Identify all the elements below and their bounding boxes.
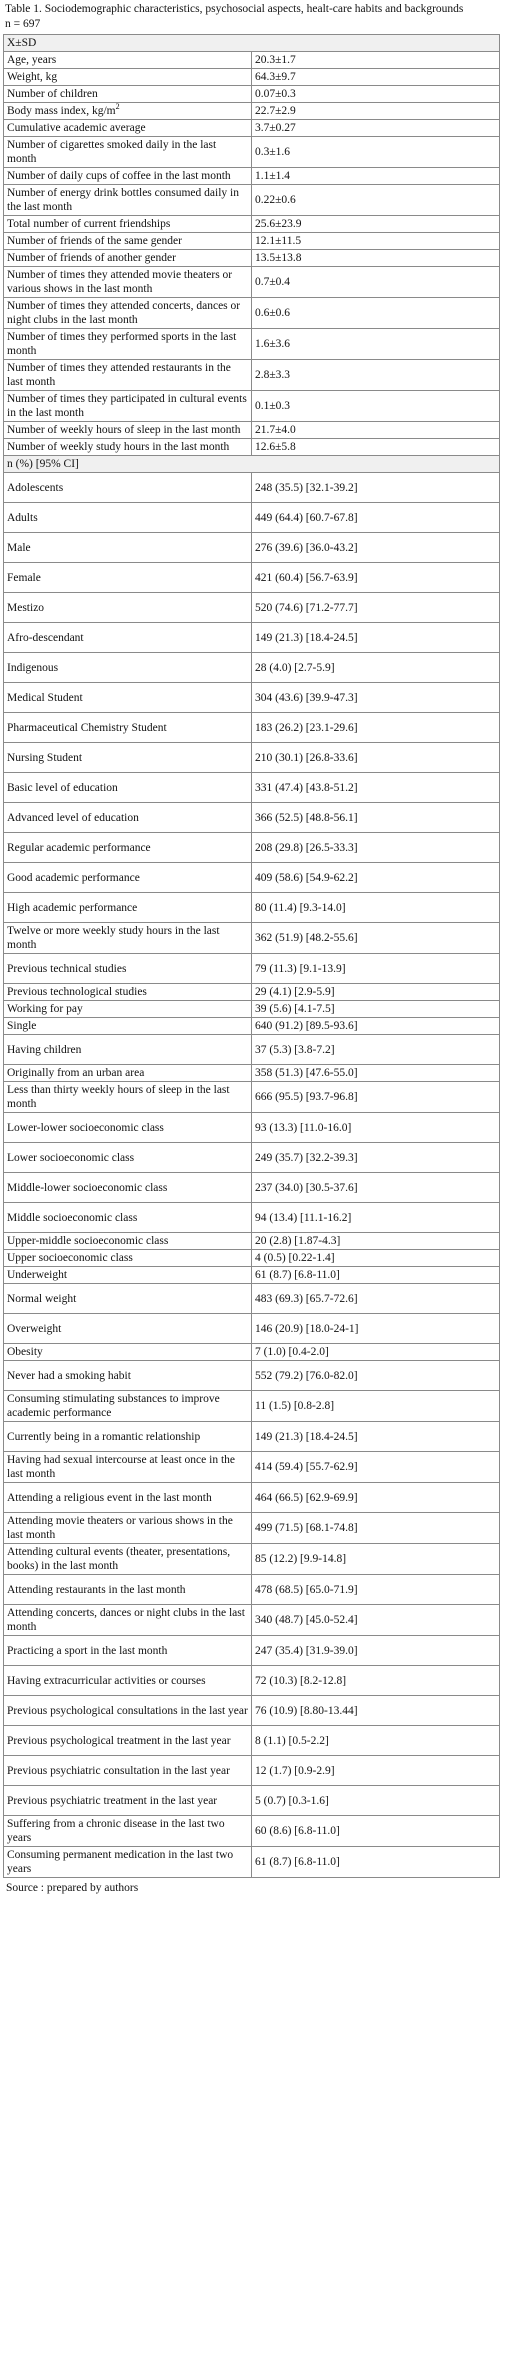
row-label (4, 593, 252, 623)
row-value: 93 (13.3) [11.0-16.0] (252, 1113, 500, 1143)
row-value: 0.3±1.6 (252, 137, 500, 168)
table-row (4, 1018, 500, 1035)
table-row (4, 1452, 500, 1483)
row-value: 39 (5.6) [4.1-7.5] (252, 1001, 500, 1018)
table-row (4, 103, 500, 120)
table-row (4, 563, 500, 593)
row-label (4, 1391, 252, 1422)
row-label-text: Attending cultural events (theater, presentations, books) in the last month (7, 1546, 231, 1572)
row-label-text: Attending a religious event in the last month (7, 1491, 212, 1504)
row-label-text: Cumulative academic average (7, 122, 146, 134)
row-label (4, 360, 252, 391)
row-value: 80 (11.4) [9.3-14.0] (252, 893, 500, 923)
row-label-text: Attending movie theaters or various shows in the last month (7, 1515, 233, 1541)
table-row (4, 1233, 500, 1250)
row-label-text: Adolescents (7, 481, 64, 494)
row-value: 72 (10.3) [8.2-12.8] (252, 1666, 500, 1696)
row-label-text: Middle socioeconomic class (7, 1211, 138, 1224)
row-value: 248 (35.5) [32.1-39.2] (252, 473, 500, 503)
row-label (4, 120, 252, 137)
table-row (4, 1696, 500, 1726)
row-value: 552 (79.2) [76.0-82.0] (252, 1361, 500, 1391)
table-row (4, 803, 500, 833)
table-title: Table 1. Sociodemographic characteristics, psychosocial aspects, healt-care habits and backgrounds (5, 3, 464, 15)
row-label-text: Attending restaurants in the last month (7, 1583, 186, 1596)
row-value: 21.7±4.0 (252, 422, 500, 439)
row-label (4, 923, 252, 954)
table-row (4, 1113, 500, 1143)
table-row (4, 267, 500, 298)
row-label (4, 1173, 252, 1203)
mean-section (4, 35, 500, 456)
table-row (4, 833, 500, 863)
table-row (4, 473, 500, 503)
table-row (4, 1035, 500, 1065)
row-label-text: Practicing a sport in the last month (7, 1644, 168, 1657)
row-label-text: Indigenous (7, 661, 59, 674)
table-row (4, 1001, 500, 1018)
row-label (4, 954, 252, 984)
row-label-text: Upper socioeconomic class (7, 1252, 133, 1264)
row-value: 20 (2.8) [1.87-4.3] (252, 1233, 500, 1250)
row-label-text: Single (7, 1020, 37, 1032)
row-label-text: Number of times they attended movie theaters or various shows in the last month (7, 269, 233, 295)
table-row (4, 1513, 500, 1544)
row-label (4, 984, 252, 1001)
table-row (4, 743, 500, 773)
table-row (4, 329, 500, 360)
table-row (4, 216, 500, 233)
row-label-text: Obesity (7, 1346, 43, 1358)
table-row (4, 1361, 500, 1391)
table-row (4, 1267, 500, 1284)
row-label (4, 216, 252, 233)
row-value: 29 (4.1) [2.9-5.9] (252, 984, 500, 1001)
row-label (4, 773, 252, 803)
row-value: 4 (0.5) [0.22-1.4] (252, 1250, 500, 1267)
row-label (4, 1143, 252, 1173)
row-label-text: Total number of current friendships (7, 218, 171, 230)
row-label (4, 233, 252, 250)
row-label-text: Suffering from a chronic disease in the last two years (7, 1818, 225, 1844)
row-label-text: Consuming permanent medication in the last two years (7, 1849, 234, 1875)
table-row (4, 984, 500, 1001)
row-value: 331 (47.4) [43.8-51.2] (252, 773, 500, 803)
row-label (4, 267, 252, 298)
row-value: 60 (8.6) [6.8-11.0] (252, 1816, 500, 1847)
row-label (4, 439, 252, 456)
row-label-text: Having children (7, 1043, 82, 1056)
row-label-text: Working for pay (7, 1003, 83, 1015)
characteristics-table (3, 34, 500, 1878)
row-label (4, 185, 252, 216)
table-row (4, 893, 500, 923)
row-label (4, 803, 252, 833)
section-header-percent: n (%) [95% CI] (4, 456, 500, 473)
row-label-text: Female (7, 571, 41, 584)
table-row (4, 168, 500, 185)
table-source: Source : prepared by authors (6, 1882, 139, 1894)
row-value: 85 (12.2) [9.9-14.8] (252, 1544, 500, 1575)
row-value: 146 (20.9) [18.0-24-1] (252, 1314, 500, 1344)
row-label (4, 1035, 252, 1065)
row-value: 25.6±23.9 (252, 216, 500, 233)
row-label (4, 533, 252, 563)
table-row (4, 298, 500, 329)
table-row (4, 439, 500, 456)
row-label (4, 1605, 252, 1636)
row-label (4, 1786, 252, 1816)
table-row (4, 923, 500, 954)
row-label-text: Weight, kg (7, 71, 58, 83)
row-value: 13.5±13.8 (252, 250, 500, 267)
row-value: 237 (34.0) [30.5-37.6] (252, 1173, 500, 1203)
row-value: 421 (60.4) [56.7-63.9] (252, 563, 500, 593)
row-label (4, 1082, 252, 1113)
row-label-text: Number of times they performed sports in the last month (7, 331, 237, 357)
table-caption (5, 2, 502, 32)
row-label (4, 1756, 252, 1786)
table-row (4, 1636, 500, 1666)
table-row (4, 86, 500, 103)
row-label-text: Age, years (7, 54, 57, 66)
row-label-text: Number of daily cups of coffee in the last month (7, 170, 231, 182)
row-label (4, 1847, 252, 1878)
row-label (4, 713, 252, 743)
row-label-text: Adults (7, 511, 38, 524)
row-value: 8 (1.1) [0.5-2.2] (252, 1726, 500, 1756)
row-label-text: Number of times they attended concerts, dances or night clubs in the last month (7, 300, 241, 326)
row-label-text: Upper-middle socioeconomic class (7, 1235, 169, 1247)
table-row (4, 1422, 500, 1452)
section-header-row (4, 35, 500, 52)
row-label-text: Number of weekly hours of sleep in the last month (7, 424, 241, 436)
table-row (4, 185, 500, 216)
sample-size: n = 697 (5, 18, 41, 30)
row-label-text: Advanced level of education (7, 811, 139, 824)
row-value: 0.1±0.3 (252, 391, 500, 422)
row-label (4, 683, 252, 713)
row-value: 362 (51.9) [48.2-55.6] (252, 923, 500, 954)
row-value: 7 (1.0) [0.4-2.0] (252, 1344, 500, 1361)
row-label-text: Previous psychological consultations in the last year (7, 1704, 248, 1717)
row-label-text: Pharmaceutical Chemistry Student (7, 721, 167, 734)
row-value: 304 (43.6) [39.9-47.3] (252, 683, 500, 713)
row-value: 37 (5.3) [3.8-7.2] (252, 1035, 500, 1065)
row-label (4, 623, 252, 653)
row-label (4, 1513, 252, 1544)
row-label (4, 1018, 252, 1035)
row-value: 149 (21.3) [18.4-24.5] (252, 623, 500, 653)
table-row (4, 391, 500, 422)
row-label-text: Number of cigarettes smoked daily in the last month (7, 139, 217, 165)
row-value: 94 (13.4) [11.1-16.2] (252, 1203, 500, 1233)
row-label (4, 52, 252, 69)
table-row (4, 1816, 500, 1847)
row-value: 208 (29.8) [26.5-33.3] (252, 833, 500, 863)
table-row (4, 233, 500, 250)
row-label (4, 473, 252, 503)
row-value: 414 (59.4) [55.7-62.9] (252, 1452, 500, 1483)
row-value: 11 (1.5) [0.8-2.8] (252, 1391, 500, 1422)
row-label (4, 1483, 252, 1513)
row-label (4, 1816, 252, 1847)
row-label-text: Body mass index, kg/m (7, 105, 116, 117)
row-value: 20.3±1.7 (252, 52, 500, 69)
row-value: 0.22±0.6 (252, 185, 500, 216)
row-label-text: Normal weight (7, 1292, 77, 1305)
row-label-text: Number of times they attended restaurants in the last month (7, 362, 231, 388)
table-row (4, 653, 500, 683)
row-label (4, 1544, 252, 1575)
row-label-text: Number of friends of another gender (7, 252, 176, 264)
row-value: 366 (52.5) [48.8-56.1] (252, 803, 500, 833)
percent-section (4, 456, 500, 1878)
row-label (4, 863, 252, 893)
row-label (4, 1575, 252, 1605)
row-label (4, 1696, 252, 1726)
row-label (4, 1726, 252, 1756)
row-value: 640 (91.2) [89.5-93.6] (252, 1018, 500, 1035)
row-label (4, 422, 252, 439)
table-row (4, 1666, 500, 1696)
table-row (4, 773, 500, 803)
row-label-text: Number of friends of the same gender (7, 235, 182, 247)
row-label-text: Nursing Student (7, 751, 83, 764)
row-label-text: Less than thirty weekly hours of sleep in the last month (7, 1084, 230, 1110)
row-value: 340 (48.7) [45.0-52.4] (252, 1605, 500, 1636)
table-row (4, 422, 500, 439)
row-label-text: Regular academic performance (7, 841, 151, 854)
row-label-text: Lower-lower socioeconomic class (7, 1121, 164, 1134)
row-value: 666 (95.5) [93.7-96.8] (252, 1082, 500, 1113)
table-row (4, 1575, 500, 1605)
row-value: 520 (74.6) [71.2-77.7] (252, 593, 500, 623)
row-label (4, 1636, 252, 1666)
table-row (4, 533, 500, 563)
table-row (4, 1786, 500, 1816)
row-label-text: Attending concerts, dances or night clubs in the last month (7, 1607, 245, 1633)
row-value: 464 (66.5) [62.9-69.9] (252, 1483, 500, 1513)
row-label (4, 893, 252, 923)
row-label-text: Number of energy drink bottles consumed daily in the last month (7, 187, 239, 213)
row-label-text: Male (7, 541, 31, 554)
table-row (4, 503, 500, 533)
superscript: 2 (115, 102, 120, 112)
row-value: 22.7±2.9 (252, 103, 500, 120)
table-row (4, 1726, 500, 1756)
table-row (4, 137, 500, 168)
row-label-text: Never had a smoking habit (7, 1369, 131, 1382)
row-value: 409 (58.6) [54.9-62.2] (252, 863, 500, 893)
row-label (4, 563, 252, 593)
table-row (4, 1544, 500, 1575)
table-row (4, 1314, 500, 1344)
table-row (4, 1483, 500, 1513)
row-label-text: Number of times they participated in cultural events in the last month (7, 393, 247, 419)
row-label-text: Overweight (7, 1322, 62, 1335)
row-value: 183 (26.2) [23.1-29.6] (252, 713, 500, 743)
row-label (4, 833, 252, 863)
row-label (4, 1267, 252, 1284)
row-value: 79 (11.3) [9.1-13.9] (252, 954, 500, 984)
row-value: 276 (39.6) [36.0-43.2] (252, 533, 500, 563)
table-row (4, 1250, 500, 1267)
row-label (4, 1065, 252, 1082)
row-value: 12.1±11.5 (252, 233, 500, 250)
table-row (4, 1284, 500, 1314)
row-label-text: Underweight (7, 1269, 68, 1281)
row-value: 483 (69.3) [65.7-72.6] (252, 1284, 500, 1314)
row-label (4, 1203, 252, 1233)
table-row (4, 1391, 500, 1422)
row-value: 2.8±3.3 (252, 360, 500, 391)
table-row (4, 1344, 500, 1361)
row-label-text: Previous psychiatric consultation in the last year (7, 1764, 230, 1777)
row-label (4, 1361, 252, 1391)
row-label (4, 103, 252, 120)
row-label (4, 250, 252, 267)
row-label-text: Number of children (7, 88, 98, 100)
row-label (4, 329, 252, 360)
table-row (4, 1082, 500, 1113)
table-row (4, 360, 500, 391)
table-row (4, 250, 500, 267)
row-label (4, 653, 252, 683)
row-value: 61 (8.7) [6.8-11.0] (252, 1847, 500, 1878)
row-value: 5 (0.7) [0.3-1.6] (252, 1786, 500, 1816)
row-label-text: High academic performance (7, 901, 138, 914)
row-label (4, 1001, 252, 1018)
row-value: 28 (4.0) [2.7-5.9] (252, 653, 500, 683)
row-label-text: Having had sexual intercourse at least once in the last month (7, 1454, 236, 1480)
row-label-text: Previous technological studies (7, 986, 147, 998)
table-row (4, 1143, 500, 1173)
section-header-row (4, 456, 500, 473)
row-label-text: Originally from an urban area (7, 1067, 145, 1079)
row-label (4, 1284, 252, 1314)
table-row (4, 1203, 500, 1233)
row-label (4, 1250, 252, 1267)
row-value: 1.6±3.6 (252, 329, 500, 360)
row-label-text: Previous psychological treatment in the last year (7, 1734, 231, 1747)
row-label (4, 503, 252, 533)
table-row (4, 713, 500, 743)
table-row (4, 69, 500, 86)
row-value: 12.6±5.8 (252, 439, 500, 456)
table-row (4, 120, 500, 137)
row-value: 478 (68.5) [65.0-71.9] (252, 1575, 500, 1605)
row-value: 0.07±0.3 (252, 86, 500, 103)
row-value: 210 (30.1) [26.8-33.6] (252, 743, 500, 773)
table-row (4, 1605, 500, 1636)
table-row (4, 593, 500, 623)
row-value: 12 (1.7) [0.9-2.9] (252, 1756, 500, 1786)
table-row (4, 683, 500, 713)
row-label-text: Good academic performance (7, 871, 140, 884)
table-row (4, 863, 500, 893)
row-label (4, 137, 252, 168)
row-value: 149 (21.3) [18.4-24.5] (252, 1422, 500, 1452)
row-label (4, 1344, 252, 1361)
row-label-text: Medical Student (7, 691, 83, 704)
row-value: 61 (8.7) [6.8-11.0] (252, 1267, 500, 1284)
table-row (4, 1756, 500, 1786)
table-row (4, 52, 500, 69)
row-label-text: Consuming stimulating substances to improve academic performance (7, 1393, 220, 1419)
row-label (4, 1113, 252, 1143)
row-label (4, 1422, 252, 1452)
table-row (4, 1065, 500, 1082)
row-label (4, 1314, 252, 1344)
row-label (4, 1233, 252, 1250)
table-row (4, 623, 500, 653)
table-row (4, 1847, 500, 1878)
row-value: 64.3±9.7 (252, 69, 500, 86)
row-label-text: Middle-lower socioeconomic class (7, 1181, 168, 1194)
row-label-text: Twelve or more weekly study hours in the last month (7, 925, 220, 951)
row-label-text: Currently being in a romantic relationship (7, 1430, 201, 1443)
row-value: 247 (35.4) [31.9-39.0] (252, 1636, 500, 1666)
row-value: 0.7±0.4 (252, 267, 500, 298)
row-label (4, 1452, 252, 1483)
row-label-text: Mestizo (7, 601, 45, 614)
row-value: 499 (71.5) [68.1-74.8] (252, 1513, 500, 1544)
table-row (4, 1173, 500, 1203)
row-label-text: Basic level of education (7, 781, 118, 794)
row-label-text: Having extracurricular activities or courses (7, 1674, 206, 1687)
row-label-text: Previous psychiatric treatment in the last year (7, 1794, 218, 1807)
row-value: 249 (35.7) [32.2-39.3] (252, 1143, 500, 1173)
row-label-text: Afro-descendant (7, 631, 84, 644)
section-header-mean: X±SD (4, 35, 500, 52)
row-label (4, 86, 252, 103)
row-label (4, 1666, 252, 1696)
row-label-text: Lower socioeconomic class (7, 1151, 135, 1164)
row-label (4, 69, 252, 86)
row-label (4, 743, 252, 773)
row-label (4, 391, 252, 422)
row-label (4, 168, 252, 185)
row-value: 449 (64.4) [60.7-67.8] (252, 503, 500, 533)
row-value: 3.7±0.27 (252, 120, 500, 137)
table-row (4, 954, 500, 984)
row-value: 76 (10.9) [8.80-13.44] (252, 1696, 500, 1726)
row-label (4, 298, 252, 329)
row-value: 1.1±1.4 (252, 168, 500, 185)
row-label-text: Previous technical studies (7, 962, 127, 975)
row-label-text: Number of weekly study hours in the last month (7, 441, 230, 453)
row-value: 358 (51.3) [47.6-55.0] (252, 1065, 500, 1082)
row-value: 0.6±0.6 (252, 298, 500, 329)
